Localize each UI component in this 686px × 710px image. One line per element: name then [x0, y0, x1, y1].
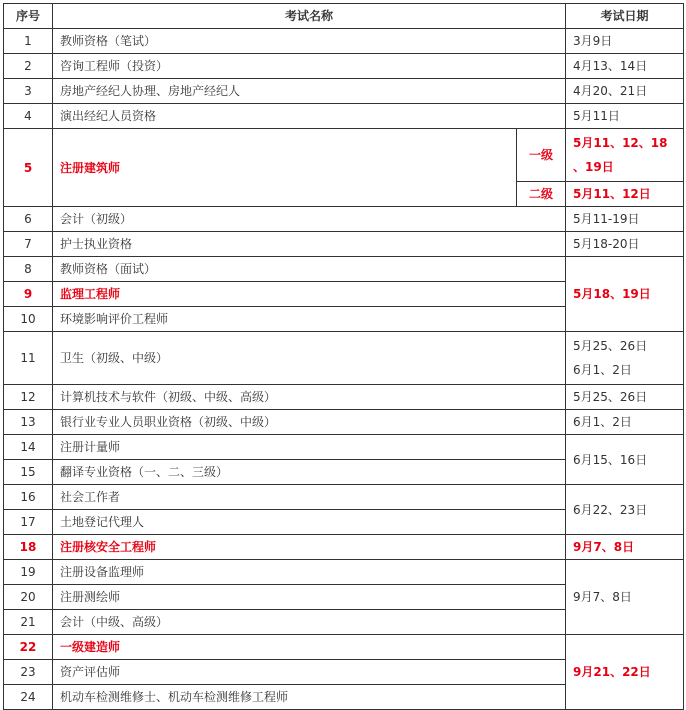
level-label: 二级 — [517, 182, 566, 207]
exam-name: 注册计量师 — [53, 435, 566, 460]
row-no: 15 — [4, 460, 53, 485]
table-row — [4, 257, 684, 282]
exam-date: 9月7、8日 — [566, 535, 684, 560]
exam-name: 资产评估师 — [53, 660, 566, 685]
exam-name: 环境影响评价工程师 — [53, 307, 566, 332]
exam-name: 会计（初级） — [53, 207, 566, 232]
exam-date: 5月11、12日 — [566, 182, 684, 207]
table-row — [4, 410, 684, 435]
exam-date: 6月22、23日 — [566, 485, 684, 535]
exam-date: 4月13、14日 — [566, 54, 684, 79]
exam-name: 翻译专业资格（一、二、三级） — [53, 460, 566, 485]
row-no: 17 — [4, 510, 53, 535]
row-no: 13 — [4, 410, 53, 435]
exam-name: 银行业专业人员职业资格（初级、中级） — [53, 410, 566, 435]
table-row — [4, 385, 684, 410]
exam-name: 护士执业资格 — [53, 232, 566, 257]
row-no: 9 — [4, 282, 53, 307]
exam-date: 9月21、22日 — [566, 635, 684, 710]
exam-name: 监理工程师 — [53, 282, 566, 307]
row-no: 6 — [4, 207, 53, 232]
exam-name: 一级建造师 — [53, 635, 566, 660]
table-row — [4, 207, 684, 232]
table-row — [4, 635, 684, 660]
table-row — [4, 104, 684, 129]
table-row — [4, 535, 684, 560]
row-no: 14 — [4, 435, 53, 460]
row-no: 21 — [4, 610, 53, 635]
header-no: 序号 — [4, 4, 53, 29]
table-row — [4, 332, 684, 385]
exam-date: 5月11日 — [566, 104, 684, 129]
exam-date-line: 5月25、26日 — [573, 339, 648, 353]
exam-name: 卫生（初级、中级） — [53, 332, 566, 385]
header-row — [4, 4, 684, 29]
exam-name: 计算机技术与软件（初级、中级、高级） — [53, 385, 566, 410]
exam-name: 演出经纪人员资格 — [53, 104, 566, 129]
exam-name: 房地产经纪人协理、房地产经纪人 — [53, 79, 566, 104]
exam-name: 土地登记代理人 — [53, 510, 566, 535]
table-row — [4, 129, 684, 182]
exam-date-line: 5月11、12、18 — [573, 136, 668, 150]
exam-date: 3月9日 — [566, 29, 684, 54]
exam-date: 5月11-19日 — [566, 207, 684, 232]
row-no: 16 — [4, 485, 53, 510]
table-row — [4, 79, 684, 104]
table-row — [4, 29, 684, 54]
exam-name: 社会工作者 — [53, 485, 566, 510]
table-row — [4, 232, 684, 257]
exam-date: 9月7、8日 — [566, 560, 684, 635]
row-no: 24 — [4, 685, 53, 710]
exam-name: 教师资格（面试） — [53, 257, 566, 282]
table-row — [4, 560, 684, 585]
exam-name: 会计（中级、高级） — [53, 610, 566, 635]
exam-name: 咨询工程师（投资） — [53, 54, 566, 79]
exam-name: 教师资格（笔试） — [53, 29, 566, 54]
exam-date-line: 6月1、2日 — [573, 363, 632, 377]
row-no: 5 — [4, 129, 53, 207]
exam-name: 注册测绘师 — [53, 585, 566, 610]
exam-name: 注册设备监理师 — [53, 560, 566, 585]
row-no: 1 — [4, 29, 53, 54]
row-no: 3 — [4, 79, 53, 104]
table-row — [4, 435, 684, 460]
exam-name: 注册核安全工程师 — [53, 535, 566, 560]
row-no: 11 — [4, 332, 53, 385]
table-row — [4, 485, 684, 510]
exam-date-line: 、19日 — [573, 160, 614, 174]
row-no: 10 — [4, 307, 53, 332]
exam-date: 6月1、2日 — [566, 410, 684, 435]
exam-name: 机动车检测维修士、机动车检测维修工程师 — [53, 685, 566, 710]
exam-date — [566, 332, 684, 385]
row-no: 22 — [4, 635, 53, 660]
exam-name: 注册建筑师 — [53, 129, 517, 207]
row-no: 23 — [4, 660, 53, 685]
header-name: 考试名称 — [53, 4, 566, 29]
exam-date: 5月25、26日 — [566, 385, 684, 410]
row-no: 8 — [4, 257, 53, 282]
row-no: 7 — [4, 232, 53, 257]
exam-schedule-table — [3, 3, 684, 710]
exam-date: 4月20、21日 — [566, 79, 684, 104]
row-no: 4 — [4, 104, 53, 129]
row-no: 19 — [4, 560, 53, 585]
exam-date: 5月18、19日 — [566, 257, 684, 332]
header-date: 考试日期 — [566, 4, 684, 29]
level-label: 一级 — [517, 129, 566, 182]
row-no: 12 — [4, 385, 53, 410]
row-no: 18 — [4, 535, 53, 560]
exam-date: 5月18-20日 — [566, 232, 684, 257]
row-no: 2 — [4, 54, 53, 79]
table-row — [4, 54, 684, 79]
exam-date: 6月15、16日 — [566, 435, 684, 485]
row-no: 20 — [4, 585, 53, 610]
exam-date — [566, 129, 684, 182]
